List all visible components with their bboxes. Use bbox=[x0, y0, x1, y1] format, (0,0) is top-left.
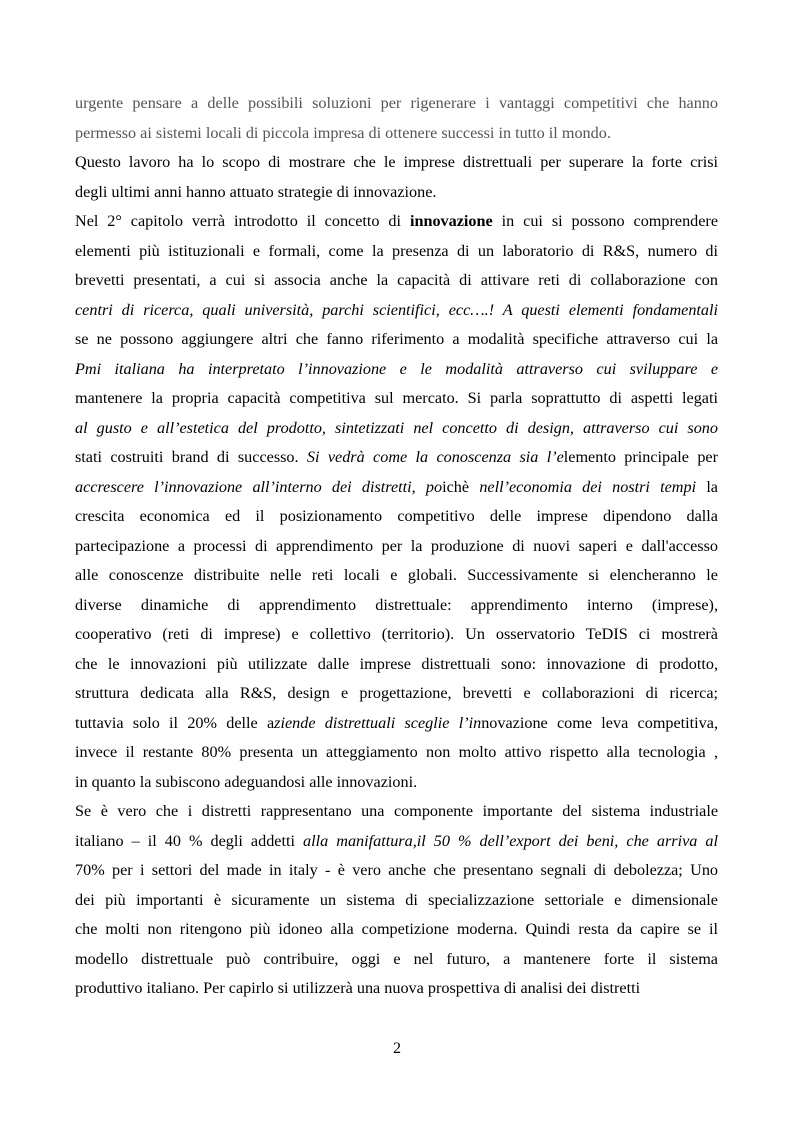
text-run: urgente pensare a delle possibili soluzioni per rigenerare i vantaggi competitivi che hanno bbox=[75, 94, 718, 112]
paragraph-4-line bbox=[75, 915, 718, 944]
paragraph-3-line bbox=[75, 532, 718, 561]
text-run: degli ultimi anni hanno attuato strategie di innovazione. bbox=[75, 182, 437, 201]
text-run: alle conoscenze distribuite nelle reti locali e globali. Successivamente si elencheranno le bbox=[75, 566, 718, 584]
text-run: brevetti presentati, a cui si associa anche la capacità di attivare reti di collaborazione con bbox=[75, 271, 718, 289]
text-run: se ne possono aggiungere altri che fanno riferimento a modalità specifiche attraverso cui la bbox=[75, 330, 718, 348]
paragraph-3-line bbox=[75, 355, 718, 384]
text-run: produttivo italiano. Per capirlo si utilizzerà una nuova prospettiva di analisi dei distretti bbox=[75, 979, 641, 997]
text-run: dei più importanti è sicuramente un sistema di specializzazione settoriale e dimensionale bbox=[75, 890, 718, 909]
paragraph-3-line bbox=[75, 325, 718, 354]
text-run: elementi più istituzionali e formali, come la presenza di un laboratorio di R&S, numero di bbox=[75, 241, 718, 260]
paragraph-3-line bbox=[75, 237, 718, 266]
paragraph-1-line bbox=[75, 89, 718, 118]
text-run: modello distrettuale può contribuire, oggi e nel futuro, a mantenere forte il sistema bbox=[75, 949, 718, 968]
paragraph-3-line bbox=[75, 620, 718, 649]
text-run: la bbox=[696, 477, 718, 496]
italic-text: Si vedrà come la conoscenza sia l’e bbox=[306, 448, 564, 466]
text-run: novazione come leva competitiva, bbox=[481, 713, 718, 732]
page-number: 2 bbox=[393, 1040, 401, 1057]
text-run: ichè bbox=[442, 477, 480, 496]
text-run: Questo lavoro ha lo scopo di mostrare che le imprese distrettuali per superare la forte crisi bbox=[75, 153, 718, 171]
text-run: permesso ai sistemi locali di piccola impresa di ottenere successi in tutto il mondo. bbox=[75, 123, 611, 142]
paragraph-4-line bbox=[75, 856, 718, 885]
paragraph-2-line bbox=[75, 178, 718, 207]
italic-text: alla manifattura,il 50 % dell’export dei beni, che arriva al bbox=[303, 831, 718, 850]
paragraph-3-line bbox=[75, 768, 718, 797]
text-run: tuttavia solo il 20% delle a bbox=[75, 713, 275, 732]
italic-text: centri di ricerca, quali università, parchi scientifici, ecc….! A questi elementi fondamentali bbox=[75, 300, 718, 319]
paragraph-2-line bbox=[75, 148, 718, 177]
text-run: crescita economica ed il posizionamento competitivo delle imprese dipendono dalla bbox=[75, 507, 718, 525]
text-run: lemento principale per bbox=[563, 448, 719, 466]
text-run: che molti non ritengono più idoneo alla competizione moderna. Quindi resta da capire se il bbox=[75, 920, 718, 938]
paragraph-3-line bbox=[75, 414, 718, 443]
text-run: Nel 2° capitolo verrà introdotto il concetto di bbox=[75, 212, 410, 230]
paragraph-4-line bbox=[75, 974, 718, 1003]
paragraph-4-line bbox=[75, 886, 718, 915]
italic-text: al gusto e all’estetica del prodotto, sintetizzati nel concetto di design, attraverso cui sono bbox=[75, 418, 718, 437]
italic-text: ziende distrettuali sceglie l’in bbox=[274, 713, 482, 732]
text-run: stati costruiti brand di successo. bbox=[75, 448, 307, 466]
text-run: mantenere la propria capacità competitiva sul mercato. Si parla soprattutto di aspetti legati bbox=[75, 389, 718, 407]
italic-text: accrescere l’innovazione all’interno dei distretti, po bbox=[75, 477, 443, 496]
text-run: cooperativo (reti di imprese) e collettivo (territorio). Un osservatorio TeDIS ci mostrerà bbox=[75, 625, 718, 643]
paragraph-4-line bbox=[75, 945, 718, 974]
text-run: che le innovazioni più utilizzate dalle imprese distrettuali sono: innovazione di prodotto, bbox=[75, 654, 718, 673]
italic-text: nell’economia dei nostri tempi bbox=[479, 477, 697, 496]
paragraph-3-line bbox=[75, 502, 718, 531]
paragraph-3-line bbox=[75, 591, 718, 620]
paragraph-3-line bbox=[75, 738, 718, 767]
paragraph-4-line bbox=[75, 797, 718, 826]
text-run: diverse dinamiche di apprendimento distrettuale: apprendimento interno (imprese), bbox=[75, 595, 718, 614]
text-run: partecipazione a processi di apprendimento per la produzione di nuovi saperi e dall'accesso bbox=[75, 536, 718, 555]
paragraph-4-line bbox=[75, 827, 718, 856]
paragraph-3-line bbox=[75, 443, 718, 472]
paragraph-3-line bbox=[75, 207, 718, 236]
bold-term: innovazione bbox=[409, 212, 493, 230]
paragraph-3-line bbox=[75, 679, 718, 708]
text-run: 70% per i settori del made in italy - è vero anche che presentano segnali di debolezza; Uno bbox=[75, 861, 718, 879]
paragraph-3-line bbox=[75, 561, 718, 590]
text-run: in quanto la subiscono adeguandosi alle innovazioni. bbox=[75, 772, 418, 791]
paragraph-3-line bbox=[75, 650, 718, 679]
text-run: invece il restante 80% presenta un atteggiamento non molto attivo rispetto alla tecnologia , bbox=[75, 743, 718, 761]
paragraph-3-line bbox=[75, 266, 718, 295]
text-run: italiano – il 40 % degli addetti bbox=[75, 831, 304, 850]
text-run: Se è vero che i distretti rappresentano una componente importante del sistema industriale bbox=[75, 802, 718, 820]
paragraph-3-line bbox=[75, 709, 718, 738]
text-run: struttura dedicata alla R&S, design e progettazione, brevetti e collaborazioni di ricerca; bbox=[75, 684, 718, 702]
paragraph-3-line bbox=[75, 384, 718, 413]
paragraph-3-line bbox=[75, 296, 718, 325]
italic-text: Pmi italiana ha interpretato l’innovazione e le modalità attraverso cui sviluppare e bbox=[75, 359, 718, 378]
paragraph-3-line bbox=[75, 473, 718, 502]
text-run: in cui si possono comprendere bbox=[492, 212, 719, 230]
paragraph-1-line bbox=[75, 119, 718, 148]
